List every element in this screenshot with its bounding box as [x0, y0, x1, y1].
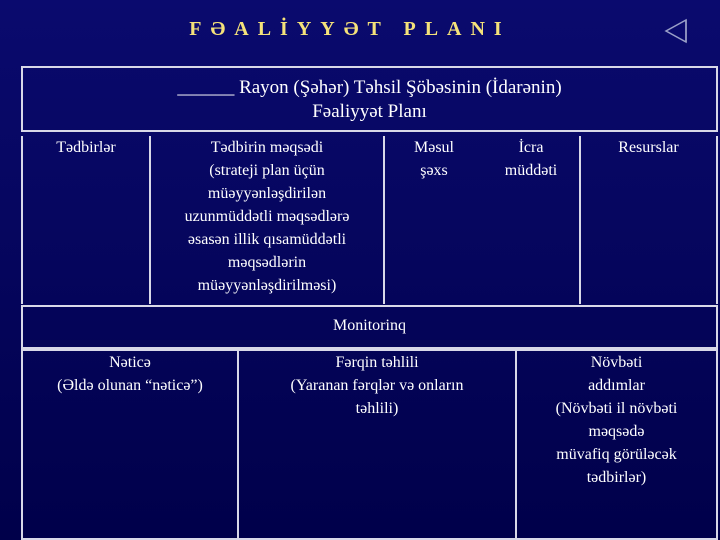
column-resources [579, 136, 718, 304]
result-line: (Əldə olunan “nəticə”) [57, 377, 203, 394]
next-steps-line: (Növbəti il növbəti [555, 400, 678, 417]
plan-header [21, 66, 718, 132]
column-goal-line: uzunmüddətli məqsədlərə [184, 208, 350, 225]
result-line: Nəticə [109, 354, 151, 371]
next-steps-line: müvafiq görüləcək [556, 446, 677, 463]
difference-analysis-box [239, 349, 515, 540]
column-goal-line: müəyyənləşdirilməsi) [197, 277, 337, 294]
next-steps-line: tədbirlər) [586, 469, 647, 486]
column-responsible-line: şəxs [420, 162, 448, 179]
back-arrow-icon[interactable] [662, 18, 690, 44]
monitoring-label: Monitorinq [333, 317, 406, 334]
column-responsible-line: Məsul [414, 139, 454, 156]
column-deadline-line: İcra [518, 139, 544, 156]
column-deadline [483, 136, 579, 304]
plan-header-line-1: ______ Rayon (Şəhər) Təhsil Şöbəsinin (İdarənin) [177, 77, 562, 98]
column-events-text: Tədbirlər [56, 139, 116, 156]
column-goal-line: Tədbirin məqsədi [210, 139, 324, 156]
slide-title: FƏALİYYƏT PLANI [189, 18, 511, 40]
monitoring-bar [21, 305, 718, 349]
difference-analysis-line: Fərqin təhlili [335, 354, 419, 371]
difference-analysis-line: (Yaranan fərqlər və onların [290, 377, 464, 394]
plan-header-line-2: Fəaliyyət Planı [312, 101, 427, 122]
column-goal-line: (strateji plan üçün [209, 162, 325, 179]
column-goal-line: əsasən illik qısamüddətli [187, 231, 347, 248]
result-box [21, 349, 239, 540]
next-steps-line: addımlar [588, 377, 645, 394]
next-steps-line: məqsədə [588, 423, 645, 440]
column-events [21, 136, 149, 304]
difference-analysis-line: təhlili) [355, 400, 399, 417]
next-steps-line: Növbəti [590, 354, 643, 371]
column-resources-text: Resurslar [618, 139, 679, 156]
column-goal [149, 136, 385, 304]
column-goal-line: məqsədlərin [227, 254, 307, 271]
column-goal-line: müəyyənləşdirilən [207, 185, 327, 202]
next-steps-box [515, 349, 718, 540]
column-deadline-line: müddəti [504, 162, 558, 179]
column-responsible [385, 136, 483, 304]
